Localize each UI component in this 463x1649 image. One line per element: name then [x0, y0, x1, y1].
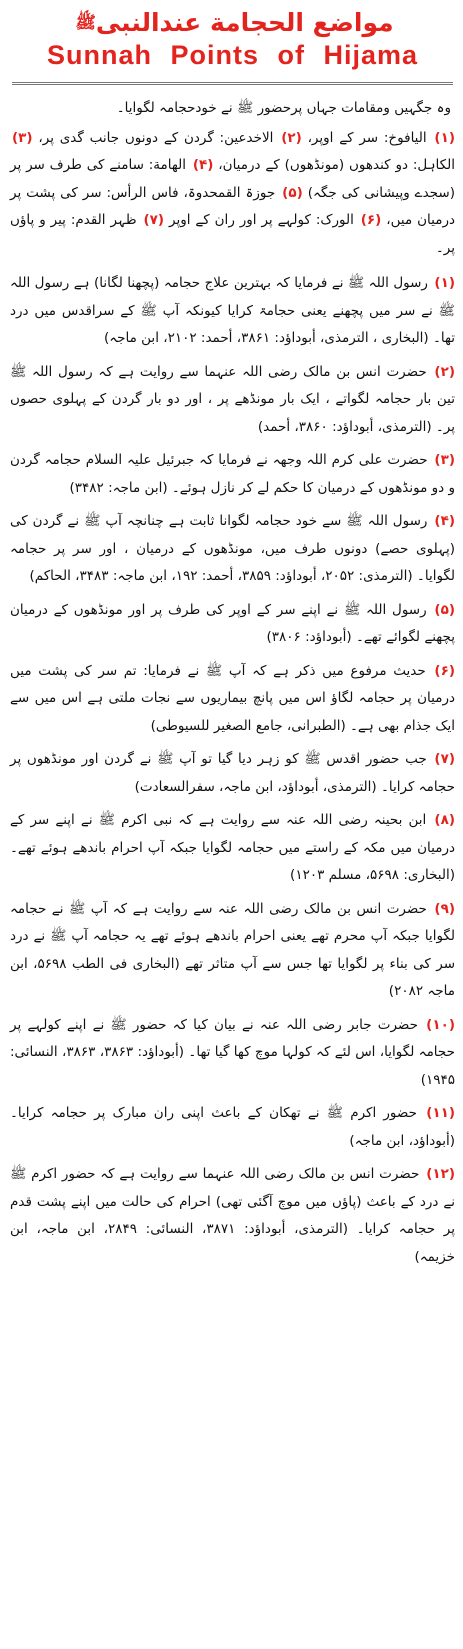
item-number: (۷) [434, 751, 456, 767]
item-number: (۴) [434, 513, 455, 529]
item-text: جب حضور اقدس ﷺ کو زہر دیا گیا تو آپ ﷺ نے گردن اور مونڈھوں پر حجامہ کرایا۔ (الترمذی، أبوداؤد، ابن ماجہ، سفرالسعادت) [10, 751, 455, 795]
item-number: (۵) [434, 601, 455, 618]
hadith-item [10, 1161, 455, 1271]
hadith-item [10, 896, 455, 1006]
point-item: (۱) الیافوخ: سر کے اوپر، [307, 129, 456, 146]
hadith-item [10, 597, 455, 652]
item-text: ابن بحینہ رضی اللہ عنہ سے روایت ہے کہ نبی اکرم ﷺ نے اپنے سر کے درمیان میں مکہ کے راستے میں حجامہ لگوایا جبکہ آپ احرام باندھے ہوئے تھے۔ (البخاری: ۵۶۹۸، مسلم ۱۲۰۳) [10, 812, 455, 883]
item-number: (۱۱) [426, 1105, 456, 1121]
item-number: (۶) [434, 662, 455, 679]
item-number: (۲) [434, 363, 456, 380]
hadith-item [10, 508, 455, 591]
hadith-item [10, 746, 455, 801]
point-item: (۷) ظہر القدم: پیر و پاؤں پر۔ [10, 212, 455, 256]
hadith-item [10, 359, 455, 442]
item-number: (۸) [434, 812, 456, 828]
item-text: رسول اللہ ﷺ نے فرمایا کہ بہترین علاج حجامہ (پچھنا لگانا) ہے رسول اللہ ﷺ نے سر میں پچھنے یعنی حجامۃ کرایا کیونکہ آپ ﷺ کے سراقدس میں درد تھا۔ (البخاری ، الترمذی، أبوداؤد: ۳۸۶۱، أحمد: ۲۱۰۲، ابن ماجہ) [10, 275, 455, 346]
arabic-title-text: مواضع الحجامة عندالنبی [95, 8, 394, 37]
item-number: (۱۲) [426, 1166, 456, 1182]
intro-line: وہ جگہیں ومقامات جہاں پرحضور ﷺ نے خودحجامہ لگوایا۔ [116, 100, 451, 116]
item-text: حضرت انس بن مالک رضی اللہ عنہ سے روایت ہے کہ آپ ﷺ نے حجامہ لگوایا جبکہ آپ محرم تھے یعنی احرام باندھے ہوئے تھے یہ حجامہ آپ ﷺ نے درد سر کی بناء پر لگوایا تھا جس سے آپ متاثر تھے (البخاری فی الطب ۵۶۹۸، ابن ماجہ ۲۰۸۲) [10, 900, 456, 999]
english-title: Sunnah Points of Hijama [46, 40, 419, 70]
item-text: حضرت جابر رضی اللہ عنہ نے بیان کیا کہ حضور ﷺ نے اپنے کولہے پر حجامہ لگوایا، اس لئے کہ کولہا موچ کھا گیا تھا۔ (أبوداؤد: ۳۸۶۳، ۳۸۶۳، النسائی: ۱۹۴۵) [10, 1016, 455, 1088]
point-item: (۳) الکاہل: دو کندھوں (مونڈھوں) کے درمیان، [12, 129, 455, 173]
item-number: (۱) [434, 275, 455, 291]
item-text: حدیث مرفوع میں ذکر ہے کہ آپ ﷺ نے فرمایا: تم سر کی پشت میں درمیان پر حجامہ لگاؤ اس میں پانچ بیماریوں سے نجات ملتی ہے اس میں سے ایک جذام بھی ہے۔ (الطبرانی، جامع الصغیر للسیوطی) [10, 662, 455, 734]
item-number: (۹) [434, 900, 455, 917]
item-number: (۱۰) [426, 1016, 455, 1033]
points-paragraph [10, 125, 455, 263]
hadith-item [10, 1012, 455, 1095]
item-text: رسول اللہ ﷺ نے اپنے سر کے اوپر کی طرف پر اور مونڈھوں کے درمیان پچھنے لگوائے تھے۔ (أبوداؤد: ۳۸۰۶) [10, 601, 455, 645]
item-text: حضور اکرم ﷺ نے تھکان کے باعث اپنی ران مبارک پر حجامہ کرایا۔ (أبوداؤد، ابن ماجہ) [10, 1105, 455, 1149]
salawat-calligraphy: ﷺ [75, 13, 96, 33]
point-item: (۴) الھامة: سامنے کی طرف سر پر (سجدے وپیشانی کی جگہ) [10, 157, 455, 201]
hadith-item [10, 270, 455, 353]
hadith-item [10, 658, 455, 741]
point-item: (۵) جوزۃ القمحدوۃ، فاس الرأس: سر کی پشت پر درمیان میں، [10, 184, 455, 228]
hadith-item [10, 447, 455, 502]
item-number: (۳) [434, 452, 455, 468]
hadith-item [10, 807, 455, 890]
document-body [10, 95, 455, 1271]
item-text: حضرت علی کرم اللہ وجھہ نے فرمایا کہ جبرئیل علیہ السلام حجامہ گردن و دو مونڈھوں کے درمیان کا حکم لے کر نازل ہوئے۔ (ابن ماجہ: ۳۴۸۲) [10, 452, 455, 496]
point-item: (۲) الاخدعین: گردن کے دونوں جانب گدی پر، [38, 129, 302, 146]
title-divider [12, 82, 453, 85]
item-text: رسول اللہ ﷺ سے خود حجامہ لگوانا ثابت ہے چنانچہ آپ ﷺ نے گردن کی (پہلوی حصے) دونوں طرف میں، مونڈھوں کے درمیان ، اور سر پر حجامہ لگوایا۔ (الترمذی: ۲۰۵۲، أبوداؤد: ۳۸۵۹، أحمد: ۱۹۲، ابن ماجہ: ۳۴۸۳، الحاکم) [10, 513, 455, 584]
item-text: حضرت انس بن مالک رضی اللہ عنہما سے روایت ہے کہ حضور اکرم ﷺ نے درد کے باعث (پاؤں میں موچ آگئی تھی) احرام کی حالت میں اپنے پشت قدم پر حجامہ کرایا۔ (الترمذی، أبوداؤد: ۳۸۷۱، النسائی: ۲۸۴۹، ابن ماجہ، ابن خزیمہ) [10, 1166, 456, 1265]
hadith-item [10, 1100, 455, 1155]
arabic-title [10, 6, 455, 40]
item-text: حضرت انس بن مالک رضی اللہ عنہما سے روایت ہے کہ رسول اللہ ﷺ تین بار حجامہ لگواتے ، ایک بار مونڈھے پر ، اور دو بار گردن کے پہلوی حصوں پر۔ (الترمذی، أبوداؤد: ۳۸۶۰، أحمد) [10, 363, 455, 435]
point-item: (۶) الورک: کولہے پر اور ران کے اوپر [169, 212, 382, 228]
